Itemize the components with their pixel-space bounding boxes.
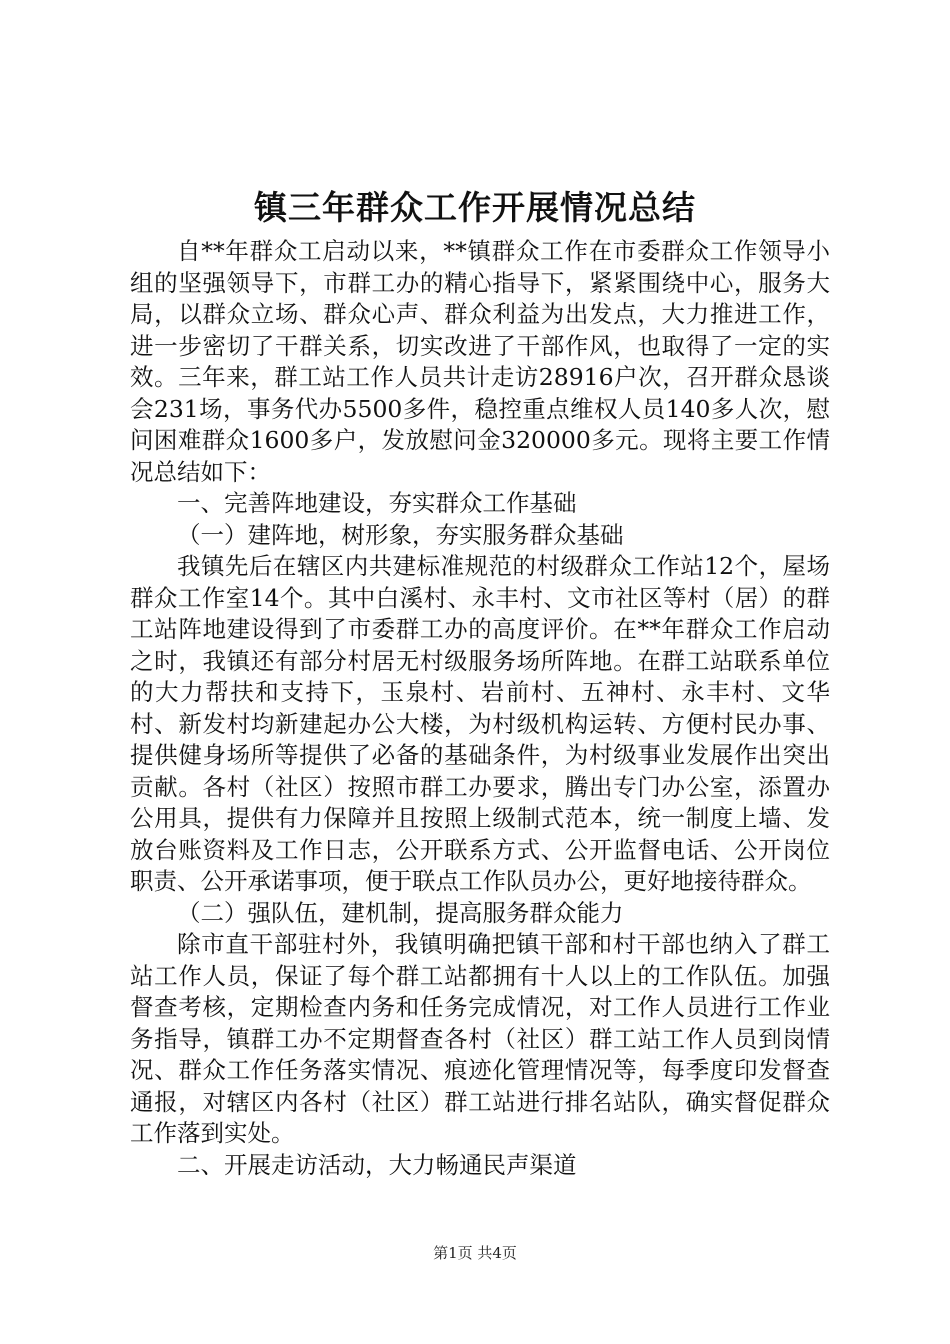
subsection-heading-1-1: （一）建阵地，树形象，夯实服务群众基础 bbox=[177, 520, 624, 549]
paragraph-intro: 自**年群众工启动以来，**镇群众工作在市委群众工作领导小组的坚强领导下，市群工办的精心指导下，紧紧围绕中心，服务大局，以群众立场、群众心声、群众利益为出发点，大力推进工作，进一步密切了干群关系，切实改进了干部作风，也取得了一定的实效。三年来，群工站工作人员共计走访28916户次，召开群众恳谈会231场，事务代办5500多件，稳控重点维权人员140多人次，慰问困难群众1600多户，发放慰问金320000多元。现将主要工作情况总结如下： bbox=[130, 237, 830, 486]
document-body bbox=[130, 236, 830, 1181]
section-heading-1: 一、完善阵地建设，夯实群众工作基础 bbox=[177, 489, 577, 517]
subsection-heading-1-2: （二）强队伍，建机制，提高服务群众能力 bbox=[177, 898, 624, 927]
paragraph-stations: 我镇先后在辖区内共建标准规范的村级群众工作站12个，屋场群众工作室14个。其中白溪村、永丰村、文市社区等村（居）的群工站阵地建设得到了市委群工办的高度评价。在**年群众工作启动之时，我镇还有部分村居无村级服务场所阵地。在群工站联系单位的大力帮扶和支持下，玉泉村、岩前村、五神村、永丰村、文华村、新发村均新建起办公大楼，为村级机构运转、方便村民办事、提供健身场所等提供了必备的基础条件，为村级事业发展作出突出贡献。各村（社区）按照市群工办要求，腾出专门办公室，添置办公用具，提供有力保障并且按照上级制式范本，统一制度上墙、发放台账资料及工作日志，公开联系方式、公开监督电话、公开岗位职责、公开承诺事项，便于联点工作队员办公，更好地接待群众。 bbox=[130, 552, 830, 895]
document-title: 镇三年群众工作开展情况总结 bbox=[254, 188, 696, 227]
page-number-footer: 第1页 共4页 bbox=[433, 1244, 517, 1262]
paragraph-team: 除市直干部驻村外，我镇明确把镇干部和村干部也纳入了群工站工作人员，保证了每个群工站都拥有十人以上的工作队伍。加强督查考核，定期检查内务和任务完成情况，对工作人员进行工作业务指导，镇群工办不定期督查各村（社区）群工站工作人员到岗情况、群众工作任务落实情况、痕迹化管理情况等，每季度印发督查通报，对辖区内各村（社区）群工站进行排名站队，确实督促群众工作落到实处。 bbox=[130, 930, 830, 1147]
section-heading-2: 二、开展走访活动，大力畅通民声渠道 bbox=[177, 1150, 577, 1179]
